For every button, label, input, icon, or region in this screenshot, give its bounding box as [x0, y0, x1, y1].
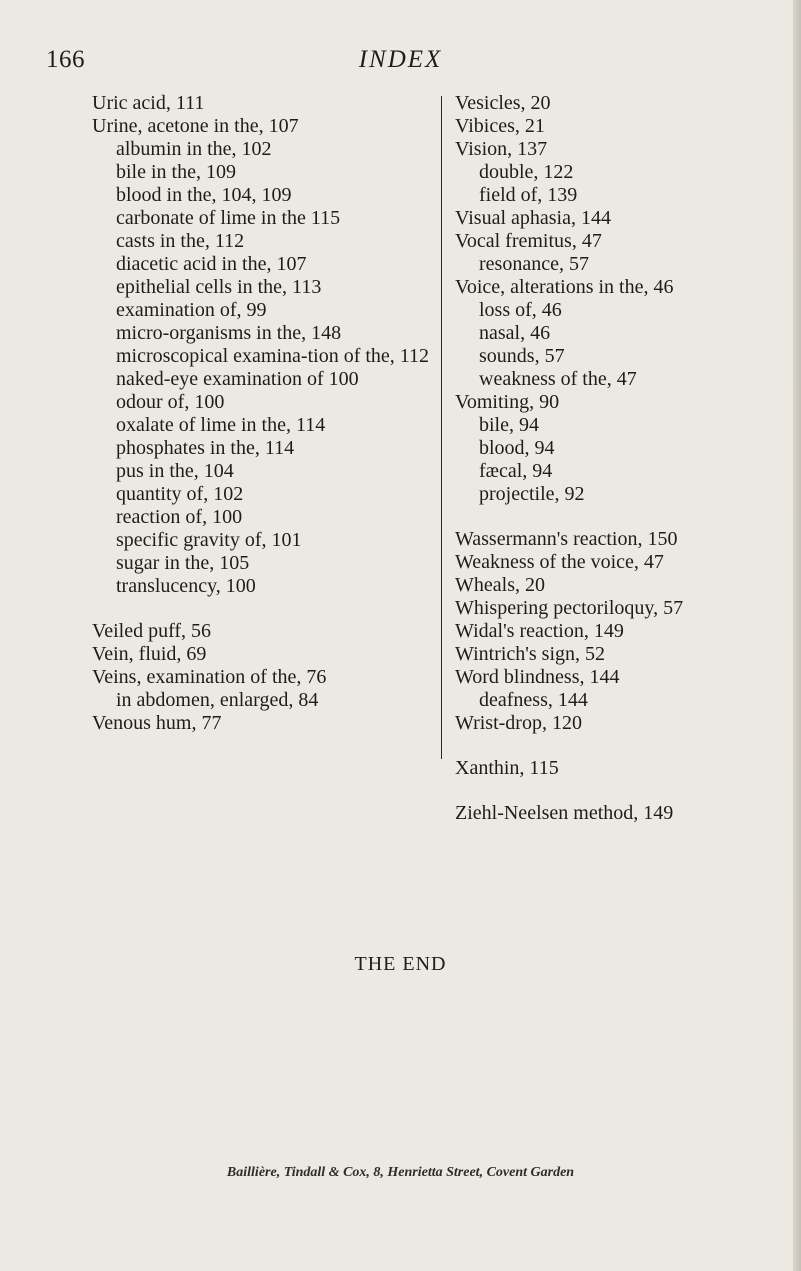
- index-entry: Wassermann's reaction, 150: [455, 528, 678, 550]
- index-subentry: sugar in the, 105: [116, 552, 250, 574]
- index-subentry: pus in the, 104: [116, 460, 234, 482]
- index-column-right: [455, 92, 785, 825]
- index-subentry: epithelial cells in the, 113: [116, 276, 322, 298]
- index-subentry: translucency, 100: [116, 575, 256, 597]
- the-end-label: THE END: [354, 953, 447, 975]
- index-entry: Venous hum, 77: [92, 712, 222, 734]
- index-subentry: odour of, 100: [116, 391, 225, 413]
- index-subentry: naked-eye examination of 100: [116, 368, 359, 390]
- index-entry: Urine, acetone in the, 107: [92, 115, 299, 137]
- index-subentry: bile, 94: [479, 414, 539, 436]
- index-entry: Vein, fluid, 69: [92, 643, 207, 665]
- index-subentry: in abdomen, enlarged, 84: [116, 689, 319, 711]
- index-entry: Vocal fremitus, 47: [455, 230, 602, 252]
- index-subentry: loss of, 46: [479, 299, 562, 321]
- index-subentry: quantity of, 102: [116, 483, 244, 505]
- index-entry: Vesicles, 20: [455, 92, 551, 114]
- index-entry: Wrist-drop, 120: [455, 712, 582, 734]
- index-subentry: examination of, 99: [116, 299, 267, 321]
- index-subentry: nasal, 46: [479, 322, 551, 344]
- index-subentry: diacetic acid in the, 107: [116, 253, 307, 275]
- index-subentry: resonance, 57: [479, 253, 589, 275]
- index-subentry: specific gravity of, 101: [116, 529, 302, 551]
- index-entry: Veiled puff, 56: [92, 620, 212, 642]
- running-title: INDEX: [358, 46, 443, 73]
- index-entry: Ziehl-Neelsen method, 149: [455, 802, 674, 824]
- index-subentry: fæcal, 94: [479, 460, 553, 482]
- index-column-left: [92, 92, 430, 735]
- index-subentry: bile in the, 109: [116, 161, 236, 183]
- index-subentry: blood, 94: [479, 437, 555, 459]
- index-subentry: phosphates in the, 114: [116, 437, 295, 459]
- index-entry: Widal's reaction, 149: [455, 620, 624, 642]
- index-subentry: oxalate of lime in the, 114: [116, 414, 326, 436]
- index-subentry: micro-organisms in the, 148: [116, 322, 342, 344]
- index-subentry: deafness, 144: [479, 689, 588, 711]
- index-entry: Uric acid, 111: [92, 92, 205, 114]
- index-entry: Wintrich's sign, 52: [455, 643, 606, 665]
- index-subentry: double, 122: [479, 161, 574, 183]
- printer-imprint: Baillière, Tindall & Cox, 8, Henrietta Street, Covent Garden: [226, 1165, 575, 1180]
- page-number: 166: [46, 46, 85, 73]
- index-entry: Vomiting, 90: [455, 391, 560, 413]
- index-subentry: microscopical examina-tion of the, 112: [116, 345, 430, 367]
- index-entry: Whispering pectoriloquy, 57: [455, 597, 684, 619]
- index-entry: Veins, examination of the, 76: [92, 666, 327, 688]
- index-subentry: blood in the, 104, 109: [116, 184, 292, 206]
- index-entry: Weakness of the voice, 47: [455, 551, 664, 573]
- index-subentry: sounds, 57: [479, 345, 565, 367]
- index-subentry: projectile, 92: [479, 483, 585, 505]
- index-subentry: reaction of, 100: [116, 506, 243, 528]
- index-entry: Visual aphasia, 144: [455, 207, 611, 229]
- index-entry: Vision, 137: [455, 138, 548, 160]
- index-entry: Wheals, 20: [455, 574, 545, 596]
- index-subentry: carbonate of lime in the 115: [116, 207, 341, 229]
- index-entry: Voice, alterations in the, 46: [455, 276, 674, 298]
- index-subentry: albumin in the, 102: [116, 138, 272, 160]
- page-edge: [793, 0, 801, 1271]
- index-entry: Word blindness, 144: [455, 666, 620, 688]
- index-entry: Xanthin, 115: [455, 757, 559, 779]
- index-subentry: weakness of the, 47: [479, 368, 637, 390]
- column-divider: [441, 96, 442, 759]
- index-subentry: casts in the, 112: [116, 230, 245, 252]
- index-entry: Vibices, 21: [455, 115, 545, 137]
- index-subentry: field of, 139: [479, 184, 578, 206]
